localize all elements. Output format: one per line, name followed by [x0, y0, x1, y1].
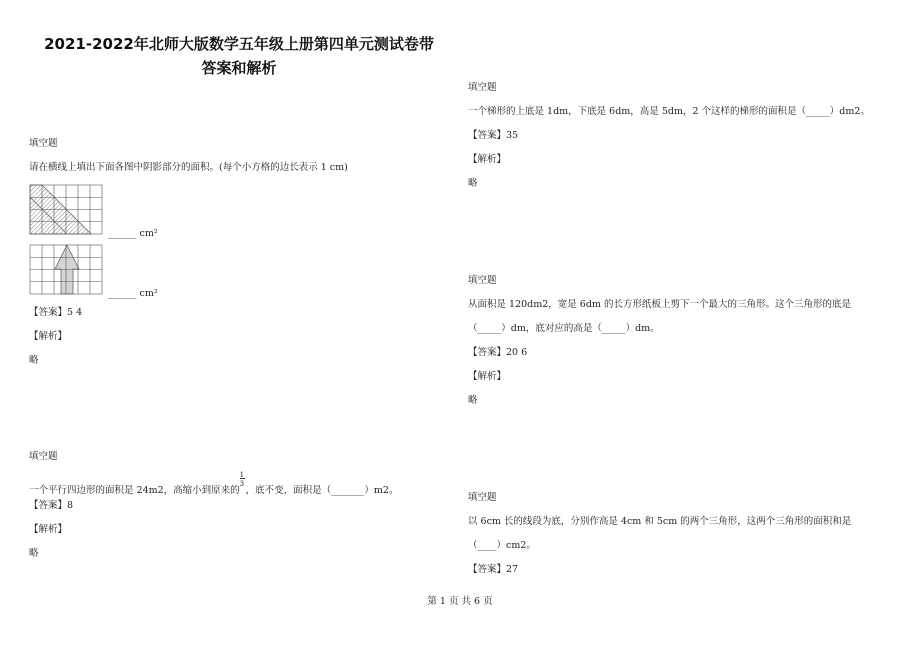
q1-answer: 【答案】5 4	[29, 307, 83, 318]
q5-type-label: 填空题	[468, 492, 497, 503]
q1-analysis-label: 【解析】	[29, 331, 68, 342]
q1-grid-figure-2	[29, 244, 105, 296]
q4-analysis: 略	[468, 395, 478, 406]
document-title-line2: 答案和解析	[201, 59, 277, 77]
q1-stem: 请在横线上填出下面各图中阴影部分的面积。(每个小方格的边长表示 1 cm)	[29, 162, 348, 173]
q4-stem-line2: （_____）dm，底对应的高是（_____）dm。	[468, 323, 660, 334]
q1-analysis: 略	[29, 355, 39, 366]
q2-stem	[29, 471, 399, 497]
q3-analysis: 略	[468, 178, 478, 189]
q3-analysis-label: 【解析】	[468, 154, 507, 165]
q2-type-label: 填空题	[29, 451, 58, 462]
q2-stem-part1: 一个平行四边形的面积是 24m2，高缩小到原来的	[29, 485, 240, 496]
q1-grid-figure-1	[29, 184, 105, 236]
q2-fraction-denominator: 3	[239, 480, 245, 488]
q5-stem-line2: （____）cm2。	[468, 540, 536, 551]
q3-answer: 【答案】35	[468, 130, 519, 141]
q2-fraction	[239, 471, 246, 493]
q2-fraction-numerator: 1	[239, 471, 245, 479]
q4-answer: 【答案】20 6	[468, 347, 528, 358]
q2-analysis-label: 【解析】	[29, 524, 68, 535]
q2-analysis: 略	[29, 548, 39, 559]
q1-answer-blank-1: ______ cm²	[108, 228, 158, 239]
q1-type-label: 填空题	[29, 138, 58, 149]
q1-answer-blank-2: ______ cm²	[108, 288, 158, 299]
q4-analysis-label: 【解析】	[468, 371, 507, 382]
page-number-footer: 第 1 页 共 6 页	[427, 596, 493, 607]
document-title-line1: 2021-2022年北师大版数学五年级上册第四单元测试卷带	[44, 35, 434, 53]
q3-stem: 一个梯形的上底是 1dm，下底是 6dm，高是 5dm，2 个这样的梯形的面积是（_____）dm2。	[468, 106, 870, 117]
q2-answer: 【答案】8	[29, 500, 74, 511]
q5-stem-line1: 以 6cm 长的线段为底，分别作高是 4cm 和 5cm 的两个三角形，这两个三角形的面积和是	[468, 516, 852, 527]
q4-type-label: 填空题	[468, 275, 497, 286]
q3-type-label: 填空题	[468, 82, 497, 93]
q2-stem-part2: ，底不变，面积是（_______）m2。	[245, 485, 399, 496]
q5-answer: 【答案】27	[468, 564, 519, 575]
q4-stem-line1: 从面积是 120dm2，宽是 6dm 的长方形纸板上剪下一个最大的三角形。这个三角形的底是	[468, 299, 851, 310]
